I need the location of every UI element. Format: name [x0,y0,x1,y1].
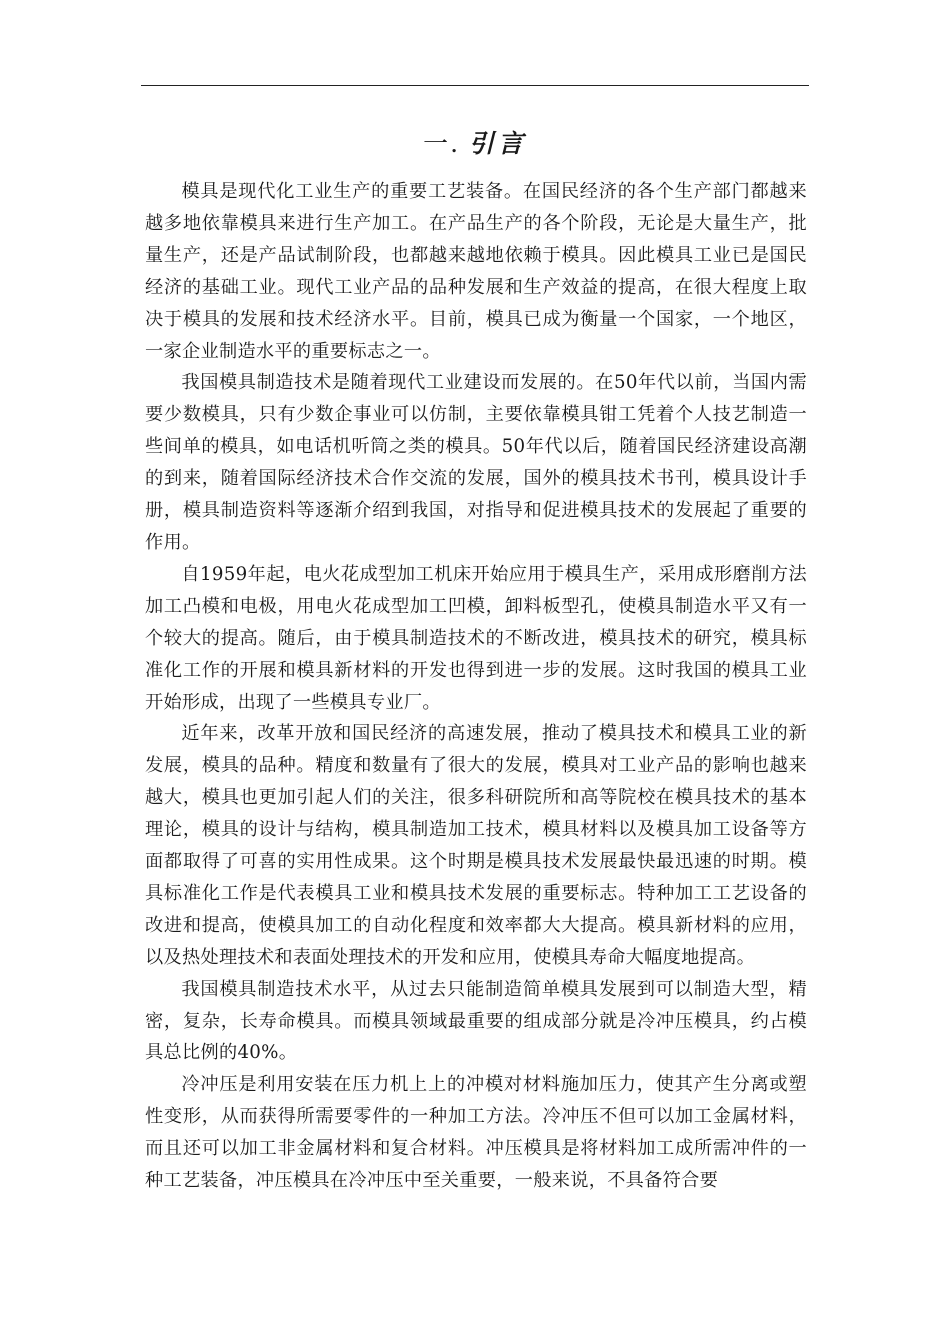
section-heading [141,126,809,162]
paragraph: 我国模具制造技术水平，从过去只能制造简单模具发展到可以制造大型，精密，复杂，长寿命模具。而模具领域最重要的组成部分就是冷冲压模具，约占模具总比例的40%。 [145,978,807,1064]
paragraph: 自1959年起，电火花成型加工机床开始应用于模具生产，采用成形磨削方法加工凸模和电极，用电火花成型加工凹模，卸料板型孔，使模具制造水平又有一个较大的提高。随后，由于模具制造技术的不断改进，模具技术的研究，模具标准化工作的开展和模具新材料的开发也得到进一步的发展。这时我国的模具工业开始形成，出现了一些模具专业厂。 [145,563,807,713]
section-number: 一. [423,129,461,158]
body-text [145,176,807,1197]
section-title: 引言 [468,129,527,158]
paragraph: 模具是现代化工业生产的重要工艺装备。在国民经济的各个生产部门都越来越多地依靠模具来进行生产加工。在产品生产的各个阶段，无论是大量生产，批量生产，还是产品试制阶段，也都越来越地依赖于模具。因此模具工业已是国民经济的基础工业。现代工业产品的品种发展和生产效益的提高，在很大程度上取决于模具的发展和技术经济水平。目前，模具已成为衡量一个国家，一个地区，一家企业制造水平的重要标志之一。 [145,181,807,362]
paragraph: 冷冲压是利用安装在压力机上上的冲模对材料施加压力，使其产生分离或塑性变形，从而获得所需要零件的一种加工方法。冷冲压不但可以加工金属材料，而且还可以加工非金属材料和复合材料。冲压模具是将材料加工成所需冲件的一种工艺装备，冲压模具在冷冲压中至关重要，一般来说，不具备符合要 [145,1074,807,1192]
header-rule [141,85,809,86]
paragraph: 近年来，改革开放和国民经济的高速发展，推动了模具技术和模具工业的新发展，模具的品种。精度和数量有了很大的发展，模具对工业产品的影响也越来越大，模具也更加引起人们的关注，很多科研院所和高等院校在模具技术的基本理论，模具的设计与结构，模具制造加工技术，模具材料以及模具加工设备等方面都取得了可喜的实用性成果。这个时期是模具技术发展最快最迅速的时期。模具标准化工作是代表模具工业和模具技术发展的重要标志。特种加工工艺设备的改进和提高，使模具加工的自动化程度和效率都大大提高。模具新材料的应用，以及热处理技术和表面处理技术的开发和应用，使模具寿命大幅度地提高。 [145,723,807,968]
paragraph: 我国模具制造技术是随着现代工业建设而发展的。在50年代以前，当国内需要少数模具，只有少数企事业可以仿制，主要依靠模具钳工凭着个人技艺制造一些间单的模具，如电话机听筒之类的模具。50年代以后，随着国民经济建设高潮的到来，随着国际经济技术合作交流的发展，国外的模具技术书刊，模具设计手册，模具制造资料等逐渐介绍到我国，对指导和促进模具技术的发展起了重要的作用。 [145,372,807,553]
